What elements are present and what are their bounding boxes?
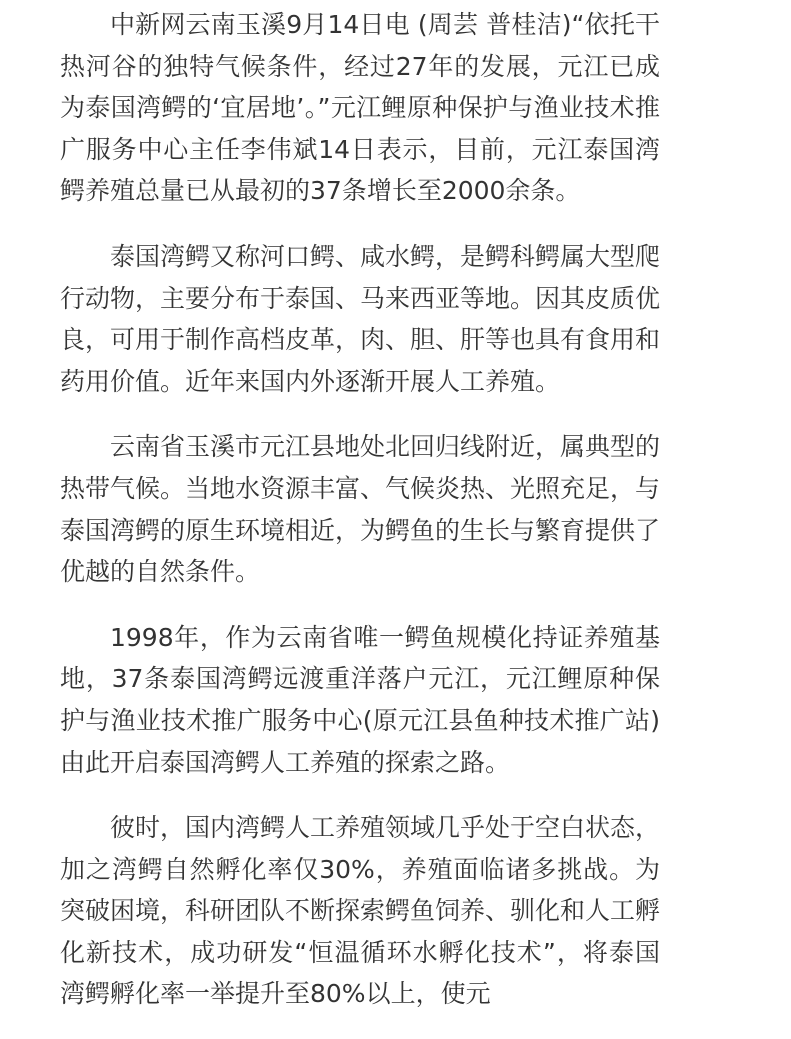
paragraph-intro: 中新网云南玉溪9月14日电 (周芸 普桂洁)“依托干热河谷的独特气候条件，经过27年的发展，元江已成为泰国湾鳄的‘宜居地’。”元江鲤原种保护与渔业技术推广服务中心主任李伟斌14日表示，目前，元江泰国湾鳄养殖总量已从最初的37条增长至2000余条。 <box>60 10 660 206</box>
paragraph-climate: 云南省玉溪市元江县地处北回归线附近，属典型的热带气候。当地水资源丰富、气候炎热、光照充足，与泰国湾鳄的原生环境相近，为鳄鱼的生长与繁育提供了优越的自然条件。 <box>60 432 661 587</box>
article-body <box>60 4 660 1039</box>
paragraph-technology: 彼时，国内湾鳄人工养殖领域几乎处于空白状态，加之湾鳄自然孵化率仅30%，养殖面临诸多挑战。为突破困境，科研团队不断探索鳄鱼饲养、驯化和人工孵化新技术，成功研发“恒温循环水孵化技术”，将泰国湾鳄孵化率一举提升至80%以上，使元 <box>60 813 661 1009</box>
paragraph-species: 泰国湾鳄又称河口鳄、咸水鳄，是鳄科鳄属大型爬行动物，主要分布于泰国、马来西亚等地。因其皮质优良，可用于制作高档皮革，肉、胆、肝等也具有食用和药用价值。近年来国内外逐渐开展人工养殖。 <box>60 241 661 396</box>
paragraph-history: 1998年，作为云南省唯一鳄鱼规模化持证养殖基地，37条泰国湾鳄远渡重洋落户元江，元江鲤原种保护与渔业技术推广服务中心(原元江县鱼种技术推广站)由此开启泰国湾鳄人工养殖的探索之路。 <box>60 622 660 777</box>
scrollbar[interactable] <box>774 0 791 1006</box>
